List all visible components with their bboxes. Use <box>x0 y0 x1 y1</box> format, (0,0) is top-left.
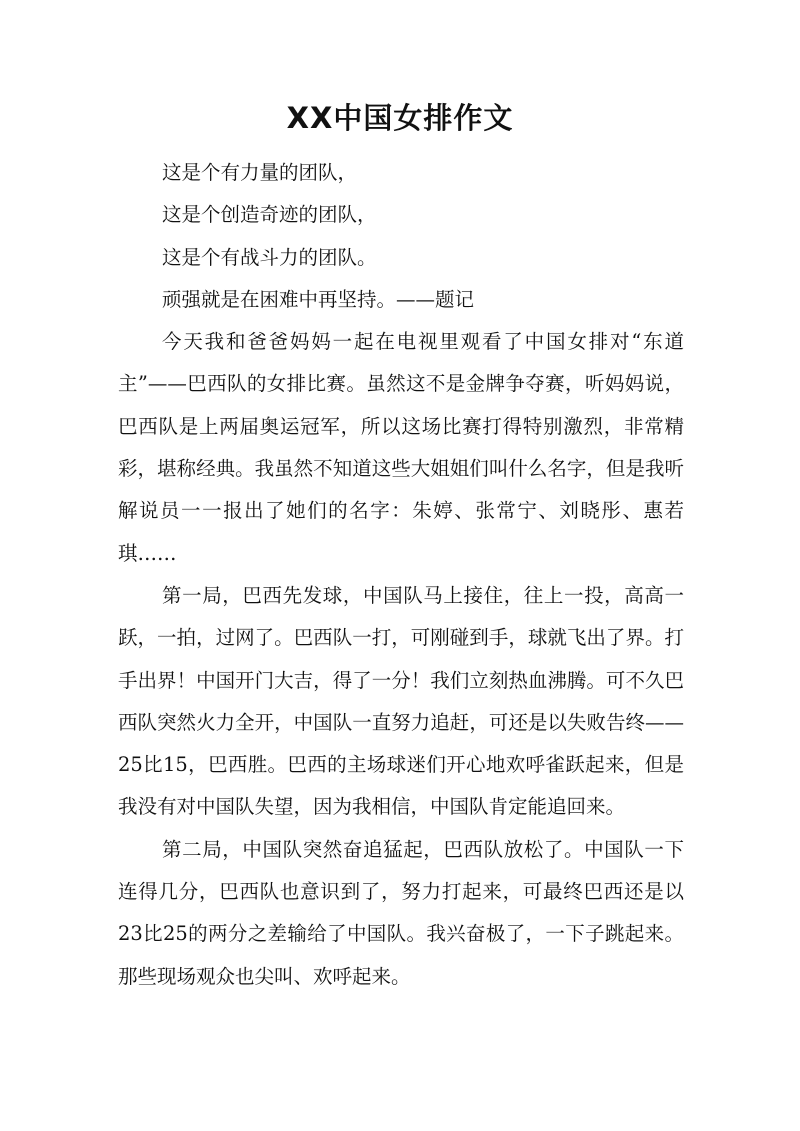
epigraph-line-2: 这是个创造奇迹的团队， <box>162 203 377 227</box>
epigraph-line-1: 这是个有力量的团队， <box>162 161 358 184</box>
epigraph-line-4: 顽强就是在困难中再坚持。——题记 <box>162 287 475 311</box>
paragraph-3: 第二局，中国队突然奋追猛起，巴西队放松了。中国队一下连得几分，巴西队也意识到了，努力打起来，可最终巴西还是以23比25的两分之差输给了中国队。我兴奋极了，一下子跳起来。那些现场观众也尖叫、欢呼起来。 <box>118 837 684 988</box>
document-body <box>118 152 684 998</box>
epigraph-line-3: 这是个有战斗力的团队。 <box>162 245 377 269</box>
paragraph-1: 今天我和爸爸妈妈一起在电视里观看了中国女排对“东道主”——巴西队的女排比赛。虽然这不是金牌争夺赛，听妈妈说，巴西队是上两届奥运冠军，所以这场比赛打得特别激烈，非常精彩，堪称经典。我虽然不知道这些大姐姐们叫什么名字，但是我听解说员一一报出了她们的名字：朱婷、张常宁、刘晓彤、惠若琪…… <box>118 330 684 565</box>
document-title: XX中国女排作文 <box>286 101 514 135</box>
paragraph-2: 第一局，巴西先发球，中国队马上接住，往上一投，高高一跃，一拍，过网了。巴西队一打，可刚碰到手，球就飞出了界。打手出界！中国开门大吉，得了一分！我们立刻热血沸腾。可不久巴西队突然火力全开，中国队一直努力追赶，可还是以失败告终——25比15，巴西胜。巴西的主场球迷们开心地欢呼雀跃起来，但是我没有对中国队失望，因为我相信，中国队肯定能追回来。 <box>118 583 684 819</box>
